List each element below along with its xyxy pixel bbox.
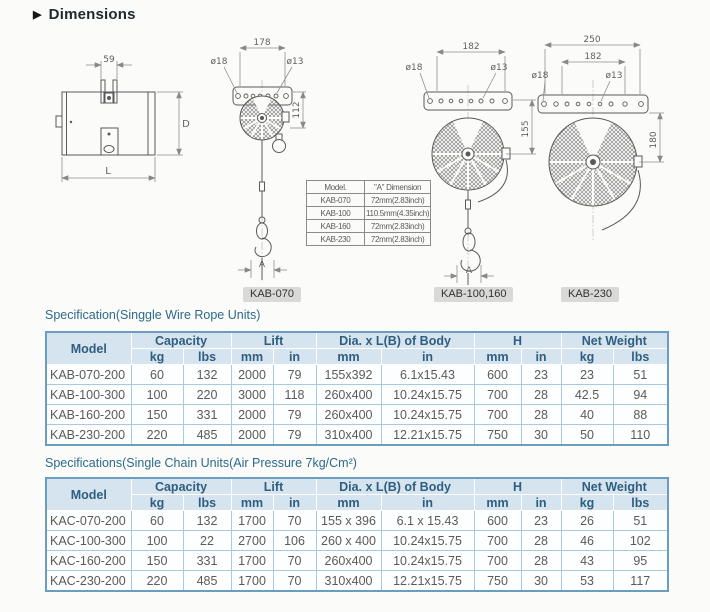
table-cell: 700	[474, 531, 521, 551]
table-cell: 10.24x15.75	[381, 531, 474, 551]
table-cell: 600	[474, 511, 521, 531]
badge-kab-070: KAB-070	[243, 287, 301, 302]
table-row	[307, 220, 431, 233]
table-cell: 72mm(2.83inch)	[365, 220, 431, 233]
table-row	[307, 233, 431, 246]
table-cell: 310x400	[316, 425, 381, 446]
table-cell: 102	[613, 531, 668, 551]
unit-header: in	[273, 349, 316, 365]
table-cell: 260 x 400	[316, 531, 381, 551]
table-row	[46, 365, 668, 385]
table-cell: KAB-070	[307, 194, 365, 207]
table-cell: 12.21x15.75	[381, 425, 474, 446]
col-header-model: Model	[46, 332, 131, 365]
dim-label-178: 178	[253, 38, 271, 48]
table-cell: 2000	[231, 425, 273, 446]
table-cell: 110	[613, 425, 668, 446]
table-row	[307, 194, 431, 207]
col-header-dia: Dia. x L(B) of Body	[316, 332, 474, 349]
table-cell: 331	[183, 405, 231, 425]
dia-label-18: ø18	[531, 71, 549, 81]
dia-label-13: ø13	[286, 57, 304, 67]
table-subheader-row	[46, 495, 668, 511]
table-cell: 331	[183, 551, 231, 571]
table-cell: 155 x 396	[316, 511, 381, 531]
table-cell: 100	[131, 385, 183, 405]
col-header-lift: Lift	[231, 478, 316, 495]
unit-header: in	[521, 349, 561, 365]
dim-label-112: 112	[292, 101, 302, 119]
unit-header: in	[273, 495, 316, 511]
page-title	[33, 6, 136, 23]
table-cell: KAB-230-200	[46, 425, 131, 446]
table-cell: 155x392	[316, 365, 381, 385]
table-cell: 28	[521, 551, 561, 571]
table-cell: 2000	[231, 405, 273, 425]
table-cell: 106	[273, 531, 316, 551]
unit-header: mm	[474, 349, 521, 365]
a-dimension-table	[306, 180, 431, 246]
table-cell: 700	[474, 385, 521, 405]
table-cell: KAB-100	[307, 207, 365, 220]
table-cell: 2700	[231, 531, 273, 551]
col-header-capacity: Capacity	[131, 332, 231, 349]
table-cell: KAB-160	[307, 220, 365, 233]
table-cell: 50	[561, 425, 613, 446]
table-header-row	[307, 181, 431, 194]
badge-kab-230: KAB-230	[561, 287, 619, 302]
unit-header: in	[521, 495, 561, 511]
table-cell: 53	[561, 571, 613, 592]
unit-header: in	[381, 495, 474, 511]
table-subheader-row	[46, 349, 668, 365]
col-header-net-weight: Net Weight	[561, 332, 668, 349]
table-cell: 117	[613, 571, 668, 592]
triangle-bullet-icon: ▶	[33, 9, 42, 21]
table-header-row	[46, 332, 668, 349]
table-cell: KAC-230-200	[46, 571, 131, 592]
table-cell: 220	[183, 385, 231, 405]
dim-label-182: 182	[584, 52, 602, 62]
table-row	[307, 207, 431, 220]
unit-header: kg	[131, 349, 183, 365]
table-cell: KAB-100-300	[46, 385, 131, 405]
table-cell: 30	[521, 425, 561, 446]
table-cell: 260x400	[316, 385, 381, 405]
table-cell: KAB-070-200	[46, 365, 131, 385]
unit-header: lbs	[183, 349, 231, 365]
unit-header: lbs	[613, 495, 668, 511]
table-cell: 10.24x15.75	[381, 405, 474, 425]
table-cell: 23	[521, 365, 561, 385]
table-cell: 72mm(2.83inch)	[365, 233, 431, 246]
kab-070-drawing	[211, 38, 306, 282]
dim-label-l: L	[105, 166, 111, 177]
unit-header: mm	[474, 495, 521, 511]
table-cell: 310x400	[316, 571, 381, 592]
spec-table-chain	[45, 477, 669, 592]
table-cell: 46	[561, 531, 613, 551]
table-row	[46, 385, 668, 405]
dia-label-13: ø13	[490, 63, 508, 73]
table-cell: 60	[131, 511, 183, 531]
dia-label-18: ø18	[405, 63, 423, 73]
col-header-capacity: Capacity	[131, 478, 231, 495]
table-cell: 132	[183, 365, 231, 385]
unit-header: in	[381, 349, 474, 365]
table-cell: 94	[613, 385, 668, 405]
table-cell: 26	[561, 511, 613, 531]
table-cell: 3000	[231, 385, 273, 405]
table-cell: KAC-100-300	[46, 531, 131, 551]
table-cell: 22	[183, 531, 231, 551]
table-row	[46, 571, 668, 592]
table-row	[46, 511, 668, 531]
table-cell: 750	[474, 571, 521, 592]
table-cell: KAB-160-200	[46, 405, 131, 425]
dim-label-182: 182	[462, 42, 480, 52]
table-cell: 100	[131, 531, 183, 551]
table-cell: 118	[273, 385, 316, 405]
table-cell: 1700	[231, 551, 273, 571]
table-cell: 51	[613, 365, 668, 385]
badge-kab-100-160: KAB-100,160	[434, 287, 513, 302]
table-row	[46, 531, 668, 551]
unit-header: kg	[561, 495, 613, 511]
col-header-model: Model	[46, 478, 131, 511]
table-cell: KAC-070-200	[46, 511, 131, 531]
table-cell: 42.5	[561, 385, 613, 405]
col-header-lift: Lift	[231, 332, 316, 349]
dim-label-59: 59	[103, 55, 115, 65]
table-cell: 40	[561, 405, 613, 425]
col-header-dia: Dia. x L(B) of Body	[316, 478, 474, 495]
table-cell: 79	[273, 405, 316, 425]
table-cell: 6.1 x 15.43	[381, 511, 474, 531]
table-cell: 70	[273, 551, 316, 571]
table-cell: 150	[131, 551, 183, 571]
side-view-drawing	[56, 55, 190, 182]
dia-label-18: ø18	[210, 57, 228, 67]
table-cell: KAC-160-200	[46, 551, 131, 571]
table-cell: 88	[613, 405, 668, 425]
table-cell: 43	[561, 551, 613, 571]
table-cell: 260x400	[316, 405, 381, 425]
a-dim-header-model: Model.	[307, 181, 365, 194]
table-cell: 72mm(2.83inch)	[365, 194, 431, 207]
kab-100-160-drawing	[406, 42, 536, 285]
table-cell: 485	[183, 425, 231, 446]
table-cell: 12.21x15.75	[381, 571, 474, 592]
table-cell: 1700	[231, 511, 273, 531]
dimension-drawings	[0, 30, 710, 310]
unit-header: lbs	[613, 349, 668, 365]
section-title-chain: Specifications(Single Chain Units(Air Pressure 7kg/Cm²)	[45, 456, 357, 470]
unit-header: lbs	[183, 495, 231, 511]
table-cell: 51	[613, 511, 668, 531]
table-cell: 60	[131, 365, 183, 385]
table-cell: 110.5mm(4.35inch)	[366, 208, 430, 218]
table-cell: 700	[474, 551, 521, 571]
dim-label-a: A	[258, 260, 266, 270]
table-row	[46, 551, 668, 571]
table-cell: 23	[521, 511, 561, 531]
dia-label-13: ø13	[605, 71, 623, 81]
table-cell: KAB-230	[307, 233, 365, 246]
table-row	[46, 405, 668, 425]
unit-header: kg	[131, 495, 183, 511]
table-cell: 260x400	[316, 551, 381, 571]
table-cell: 79	[273, 425, 316, 446]
unit-header: mm	[231, 495, 273, 511]
table-cell: 28	[521, 405, 561, 425]
table-cell: 79	[273, 365, 316, 385]
table-cell: 28	[521, 531, 561, 551]
dim-label-d: D	[182, 119, 190, 130]
table-cell: 10.24x15.75	[381, 385, 474, 405]
table-cell: 1700	[231, 571, 273, 592]
dim-label-250: 250	[583, 35, 601, 45]
table-cell: 220	[131, 571, 183, 592]
col-header-net-weight: Net Weight	[561, 478, 668, 495]
table-cell: 150	[131, 405, 183, 425]
dim-label-180: 180	[649, 131, 659, 149]
col-header-h: H	[474, 332, 561, 349]
table-cell: 70	[273, 511, 316, 531]
unit-header: mm	[316, 349, 381, 365]
col-header-h: H	[474, 478, 561, 495]
dim-label-155: 155	[521, 120, 531, 138]
unit-header: kg	[561, 349, 613, 365]
kab-230-drawing	[532, 35, 664, 240]
table-header-row	[46, 478, 668, 495]
section-title-wire-rope: Specification(Singgle Wire Rope Units)	[45, 308, 261, 322]
table-cell: 700	[474, 405, 521, 425]
table-cell: 23	[561, 365, 613, 385]
unit-header: mm	[316, 495, 381, 511]
table-cell: 10.24x15.75	[381, 551, 474, 571]
a-dim-header-dimension: "A" Dimension	[365, 181, 431, 194]
table-cell: 30	[521, 571, 561, 592]
table-cell: 132	[183, 511, 231, 531]
table-row	[46, 425, 668, 446]
table-cell: 95	[613, 551, 668, 571]
page-title-text: Dimensions	[48, 6, 136, 23]
table-cell: 2000	[231, 365, 273, 385]
table-cell: 485	[183, 571, 231, 592]
unit-header: mm	[231, 349, 273, 365]
table-cell: 28	[521, 385, 561, 405]
dim-label-a: A	[465, 266, 473, 276]
table-cell: 6.1x15.43	[381, 365, 474, 385]
table-cell: 600	[474, 365, 521, 385]
table-cell: 750	[474, 425, 521, 446]
table-cell: 220	[131, 425, 183, 446]
table-cell: 70	[273, 571, 316, 592]
spec-table-wire-rope	[45, 331, 669, 446]
